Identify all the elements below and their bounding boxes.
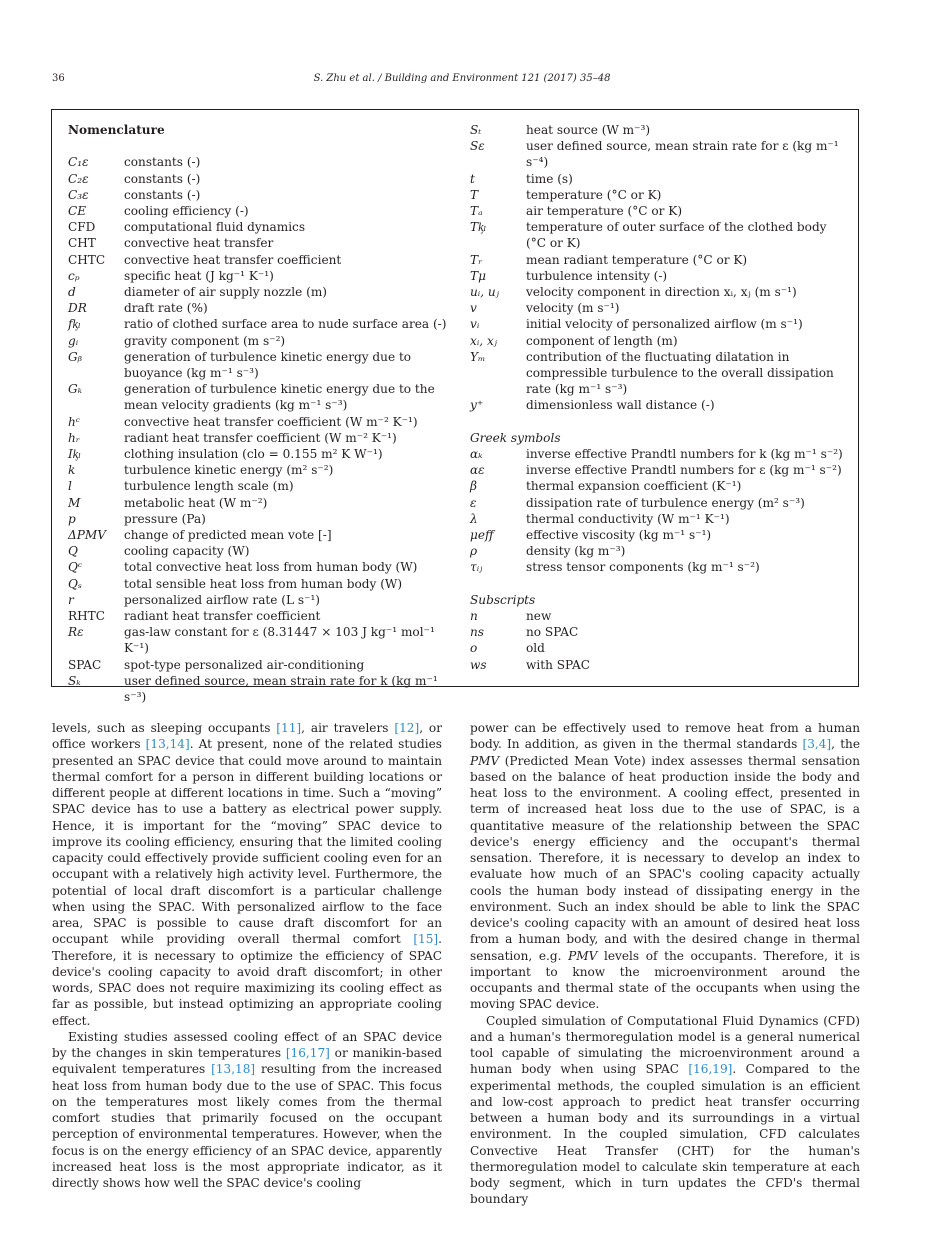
- nomenclature-entry: [68, 349, 458, 381]
- nomenclature-definition: with SPAC: [526, 657, 591, 672]
- nomenclature-entry: [68, 527, 458, 543]
- nomenclature-definition: personalized airflow rate (L s⁻¹): [124, 592, 321, 607]
- nomenclature-symbol: Qᶜ: [68, 560, 83, 575]
- nomenclature-definition: user defined source, mean strain rate for ε (kg m⁻¹ s⁻⁴): [526, 139, 839, 170]
- nomenclature-definition: contribution of the fluctuating dilatation in compressible turbulence to the overall dissipation rate (kg m⁻¹ s⁻³): [526, 349, 834, 397]
- nomenclature-entry: [470, 268, 850, 284]
- nomenclature-entry: [68, 381, 458, 413]
- body-paragraph: [52, 1029, 442, 1192]
- nomenclature-definition: ratio of clothed surface area to nude surface area (-): [124, 317, 447, 332]
- paragraph-text: , the: [831, 737, 860, 752]
- nomenclature-entry: [470, 300, 850, 316]
- nomenclature-definition: spot-type personalized air-conditioning: [124, 657, 365, 672]
- nomenclature-entry: [470, 446, 850, 462]
- nomenclature-symbol: k: [68, 463, 76, 478]
- nomenclature-entry: [470, 171, 850, 187]
- citation-link[interactable]: [11]: [276, 721, 302, 735]
- paragraph-text: Coupled simulation of Computational Fluid Dynamics (CFD) and a human's thermoregulation model is a general numerical tool capable of simulating the microenvironment around a human body when using SPAC: [470, 1013, 860, 1077]
- nomenclature-entry: [68, 559, 458, 575]
- nomenclature-definition: thermal expansion coefficient (K⁻¹): [526, 479, 742, 494]
- nomenclature-symbol: Qₛ: [68, 576, 82, 591]
- journal-citation: S. Zhu et al. / Building and Environment 121 (2017) 35–48: [313, 73, 611, 84]
- nomenclature-definition: thermal conductivity (W m⁻¹ K⁻¹): [526, 511, 730, 526]
- nomenclature-definition: radiant heat transfer coefficient: [124, 609, 321, 624]
- nomenclature-entry: [68, 608, 458, 624]
- nomenclature-entry: [470, 284, 850, 300]
- nomenclature-entry: [470, 559, 850, 575]
- nomenclature-symbol: T: [470, 187, 479, 202]
- nomenclature-entry: [470, 527, 850, 543]
- nomenclature-definition: specific heat (J kg⁻¹ K⁻¹): [124, 268, 274, 283]
- nomenclature-symbol: hᶜ: [68, 414, 81, 429]
- nomenclature-definition: dimensionless wall distance (-): [526, 398, 715, 413]
- nomenclature-symbol: d: [68, 285, 76, 299]
- nomenclature-symbol: CFD: [68, 220, 96, 235]
- nomenclature-definition: gas-law constant for ε (8.31447 × 103 J kg⁻¹ mol⁻¹ K⁻¹): [124, 625, 435, 656]
- paragraph-text: . At present, none of the related studies presented an SPAC device that could move around to maintain thermal comfort for a person in different building locations or different people at different locations in time. Such a “moving” SPAC device has to use a battery as electrical power supply. Hence, it is important for the “moving” SPAC device to improve its cooling efficiency, ensuring that the limited cooling capacity could effectively provide sufficient cooling even for an occupant with a relatively high activity level. Furthermore, the potential of local draft discomfort is a particular challenge when using the SPAC. With personalized airflow to the face area, SPAC is possible to cause draft discomfort for an occupant while providing overall thermal comfort: [52, 737, 442, 947]
- nomenclature-entry: [68, 171, 458, 187]
- nomenclature-symbol: ρ: [470, 544, 478, 559]
- nomenclature-symbol: λ: [470, 511, 478, 526]
- nomenclature-entry: [68, 673, 458, 705]
- nomenclature-entry: [68, 446, 458, 462]
- body-paragraph: [470, 1013, 860, 1208]
- paragraph-text: , or office workers: [52, 721, 442, 752]
- italic-term: PMV: [470, 753, 500, 768]
- paragraph-text: levels of the occupants. Therefore, it is important to know the microenvironment around the occupants and thermal state of the occupants when using the moving SPAC device.: [470, 948, 860, 1012]
- nomenclature-entry: [470, 462, 850, 478]
- nomenclature-entry: [68, 495, 458, 511]
- nomenclature-entry: [68, 576, 458, 592]
- nomenclature-definition: diameter of air supply nozzle (m): [124, 285, 328, 299]
- nomenclature-entry: [68, 462, 458, 478]
- nomenclature-symbol: xᵢ, xⱼ: [470, 333, 497, 348]
- nomenclature-entry: [470, 608, 850, 624]
- nomenclature-symbol: Rε: [68, 625, 84, 640]
- paragraph-text: . Therefore, it is necessary to optimize the efficiency of SPAC device's cooling capacity to avoid draft discomfort; in other words, SPAC does not require maximizing its cooling effect as far as possible, but instead optimizing an appropriate cooling effect.: [52, 932, 442, 1028]
- nomenclature-symbol: ws: [470, 657, 487, 672]
- nomenclature-entry: [470, 397, 850, 413]
- nomenclature-definition: velocity (m s⁻¹): [526, 301, 620, 316]
- nomenclature-symbol: C₃ε: [68, 187, 89, 202]
- nomenclature-definition: turbulence length scale (m): [124, 479, 294, 494]
- nomenclature-definition: cooling capacity (W): [124, 544, 250, 559]
- nomenclature-definition: computational fluid dynamics: [124, 220, 306, 235]
- nomenclature-symbol: CHT: [68, 236, 96, 251]
- nomenclature-entry: [68, 219, 458, 235]
- nomenclature-entry: [470, 219, 850, 251]
- nomenclature-symbol: αε: [470, 463, 485, 478]
- nomenclature-definition: draft rate (%): [124, 301, 208, 316]
- nomenclature-symbol: hᵣ: [68, 430, 80, 445]
- nomenclature-symbol: τᵢⱼ: [470, 560, 483, 575]
- nomenclature-definition: initial velocity of personalized airflow (m s⁻¹): [526, 317, 803, 332]
- page-number: 36: [52, 73, 65, 84]
- nomenclature-definition: clothing insulation (clo = 0.155 m² K W⁻¹): [124, 447, 383, 462]
- nomenclature-entry: [68, 414, 458, 430]
- citation-link[interactable]: [16,17]: [285, 1046, 330, 1060]
- nomenclature-entry: [68, 543, 458, 559]
- nomenclature-definition: new: [526, 609, 552, 624]
- greek-symbols-list: [470, 446, 850, 576]
- citation-link[interactable]: [3,4]: [802, 737, 832, 752]
- nomenclature-entry: [68, 333, 458, 349]
- nomenclature-definition: convective heat transfer: [124, 236, 274, 251]
- paragraph-text: levels, such as sleeping occupants: [52, 721, 277, 735]
- nomenclature-definition: no SPAC: [526, 625, 579, 640]
- nomenclature-definition: effective viscosity (kg m⁻¹ s⁻¹): [526, 528, 712, 543]
- paragraph-text: power can be effectively used to remove heat from a human body. In addition, as given in the thermal standards: [470, 721, 860, 752]
- nomenclature-definition: constants (-): [124, 187, 201, 202]
- body-column-right: [470, 720, 860, 1208]
- italic-term: PMV: [568, 948, 598, 963]
- nomenclature-entry: [68, 430, 458, 446]
- nomenclature-symbol: fᶄₗ: [68, 317, 81, 332]
- nomenclature-entry: [470, 511, 850, 527]
- nomenclature-definition: mean radiant temperature (°C or K): [526, 252, 748, 267]
- nomenclature-definition: generation of turbulence kinetic energy due to buoyance (kg m⁻¹ s⁻³): [124, 349, 412, 381]
- nomenclature-symbol: CHTC: [68, 252, 106, 267]
- nomenclature-box: [51, 109, 859, 705]
- nomenclature-definition: generation of turbulence kinetic energy due to the mean velocity gradients (kg m⁻¹ s⁻³): [124, 382, 435, 413]
- nomenclature-entry: [470, 316, 850, 332]
- nomenclature-symbol: Yₘ: [470, 349, 486, 364]
- nomenclature-symbol: Sₖ: [68, 673, 81, 688]
- body-paragraph: [470, 720, 860, 1013]
- nomenclature-definition: inverse effective Prandtl numbers for ε (kg m⁻¹ s⁻²): [526, 463, 842, 478]
- nomenclature-definition: user defined source, mean strain rate for k (kg m⁻¹ s⁻³): [124, 673, 438, 705]
- body-column-left: [52, 720, 442, 1191]
- nomenclature-symbol: C₂ε: [68, 171, 89, 186]
- nomenclature-entry: [470, 187, 850, 203]
- nomenclature-entry: [68, 592, 458, 608]
- nomenclature-symbol: n: [470, 609, 478, 624]
- nomenclature-entry: [470, 640, 850, 656]
- nomenclature-definition: convective heat transfer coefficient: [124, 252, 342, 267]
- nomenclature-definition: turbulence kinetic energy (m² s⁻²): [124, 463, 334, 478]
- nomenclature-symbol: ΔPMV: [68, 528, 106, 543]
- nomenclature-entry: [68, 511, 458, 527]
- nomenclature-entry: [470, 657, 850, 673]
- nomenclature-definition: metabolic heat (W m⁻²): [124, 495, 268, 510]
- nomenclature-definition: radiant heat transfer coefficient (W m⁻² K⁻¹): [124, 430, 397, 445]
- nomenclature-definition: air temperature (°C or K): [526, 204, 683, 219]
- nomenclature-definition: inverse effective Prandtl numbers for k (kg m⁻¹ s⁻²): [526, 447, 843, 462]
- nomenclature-definition: density (kg m⁻³): [526, 544, 626, 559]
- nomenclature-definition: pressure (Pa): [124, 511, 206, 526]
- nomenclature-entry: [470, 478, 850, 494]
- nomenclature-definition: heat source (W m⁻³): [526, 123, 651, 137]
- journal-name: Building and Environment 121 (2017) 35–48: [384, 73, 611, 84]
- authors: S. Zhu et al.: [313, 73, 375, 84]
- nomenclature-definition: turbulence intensity (-): [526, 268, 668, 283]
- nomenclature-symbol: Tμ: [470, 268, 486, 283]
- nomenclature-entry: [68, 478, 458, 494]
- nomenclature-symbol: ε: [470, 495, 477, 510]
- nomenclature-symbol: o: [470, 641, 478, 656]
- nomenclature-definition: stress tensor components (kg m⁻¹ s⁻²): [526, 560, 760, 575]
- citation-link[interactable]: [12]: [394, 721, 420, 735]
- nomenclature-entry: [68, 187, 458, 203]
- subscripts-list: [470, 608, 850, 673]
- nomenclature-entry: [68, 252, 458, 268]
- citation-link[interactable]: [15]: [413, 932, 439, 947]
- nomenclature-entry: [68, 268, 458, 284]
- nomenclature-definition: dissipation rate of turbulence energy (m² s⁻³): [526, 495, 805, 510]
- nomenclature-symbol: cₚ: [68, 268, 80, 283]
- nomenclature-symbol: l: [68, 479, 72, 494]
- nomenclature-entry: [470, 624, 850, 640]
- paragraph-text: resulting from the increased heat loss from human body due to the use of SPAC. This focus on the temperatures most likely comes from the thermal comfort studies that primarily focused on the occupant perception of environmental temperatures. However, when the focus is on the energy efficiency of an SPAC device, apparently increased heat loss is the most appropriate indicator, as it directly shows how well the SPAC device's cooling: [52, 1062, 442, 1190]
- nomenclature-symbol: αₖ: [470, 447, 483, 462]
- nomenclature-symbol: Tᶄₗ: [470, 220, 487, 235]
- nomenclature-entry: [68, 235, 458, 251]
- nomenclature-entry: [68, 657, 458, 673]
- nomenclature-left-column: [68, 122, 458, 705]
- citation-link[interactable]: [13,18]: [211, 1062, 256, 1077]
- nomenclature-entry: [68, 300, 458, 316]
- nomenclature-symbol: Tᵣ: [470, 252, 483, 267]
- nomenclature-definition: temperature (°C or K): [526, 187, 662, 202]
- nomenclature-definition: velocity component in direction xᵢ, xⱼ (m s⁻¹): [526, 285, 797, 300]
- nomenclature-entry: [470, 138, 850, 170]
- nomenclature-entry: [470, 122, 850, 138]
- nomenclature-definition: component of length (m): [526, 333, 678, 348]
- nomenclature-symbol: Q: [68, 544, 78, 559]
- subscripts-heading: Subscripts: [470, 592, 536, 607]
- nomenclature-symbol: DR: [68, 301, 87, 316]
- nomenclature-entry: [470, 252, 850, 268]
- nomenclature-symbol: β: [470, 479, 477, 494]
- nomenclature-symbol: CE: [68, 203, 87, 218]
- nomenclature-symbol: t: [470, 171, 475, 186]
- nomenclature-entry: [470, 543, 850, 559]
- paragraph-text: , air travelers: [301, 721, 395, 735]
- nomenclature-symbol: Iᶄₗ: [68, 447, 82, 462]
- nomenclature-symbol: M: [68, 495, 81, 510]
- paragraph-text: (Predicted Mean Vote) index assesses thermal sensation based on the balance of heat production inside the body and heat loss to the environment. A cooling effect, presented in term of increased heat loss due to the use of SPAC, is a quantitative measure of the relationship between the SPAC device's energy efficiency and the occupant's thermal sensation. Therefore, it is necessary to develop an index to evaluate how much of an SPAC's cooling capacity actually cools the human body instead of dissipating energy in the environment. Such an index should be able to link the SPAC device's cooling capacity with an amount of desired heat loss from a human body, and with the desired change in thermal sensation, e.g.: [470, 753, 860, 963]
- nomenclature-symbol: y⁺: [470, 398, 484, 413]
- paragraph-text: . Compared to the experimental methods, the coupled simulation is an efficient and low-cost approach to predict heat transfer occurring between a human body and its surroundings in a virtual environment. In the coupled simulation, CFD calculates Convective Heat Transfer (CHT) for the human's thermoregulation model to calculate skin temperature at each body segment, which in turn updates the CFD's thermal boundary: [470, 1062, 860, 1207]
- paragraph-text: Existing studies assessed cooling effect of an SPAC device by the changes in skin temperatures: [52, 1029, 442, 1060]
- nomenclature-symbol: uᵢ, uⱼ: [470, 285, 499, 300]
- nomenclature-entry: [470, 333, 850, 349]
- nomenclature-symbol: p: [68, 511, 76, 526]
- nomenclature-symbol: RHTC: [68, 609, 105, 624]
- nomenclature-symbol: ns: [470, 625, 484, 640]
- nomenclature-definition: total convective heat loss from human body (W): [124, 560, 418, 575]
- nomenclature-symbol: vᵢ: [470, 317, 480, 332]
- nomenclature-definition: constants (-): [124, 171, 201, 186]
- nomenclature-symbol: r: [68, 592, 74, 607]
- nomenclature-entry: [68, 624, 458, 656]
- nomenclature-entry: [470, 203, 850, 219]
- nomenclature-symbol: SPAC: [68, 657, 102, 672]
- nomenclature-symbol: v: [470, 301, 477, 316]
- nomenclature-definition: time (s): [526, 171, 573, 186]
- nomenclature-entry: [68, 284, 458, 300]
- nomenclature-entry: [470, 349, 850, 398]
- nomenclature-entry: [470, 495, 850, 511]
- nomenclature-entry: [68, 316, 458, 332]
- nomenclature-definition: cooling efficiency (-): [124, 203, 249, 218]
- nomenclature-definition: temperature of outer surface of the clothed body (°C or K): [526, 220, 827, 251]
- nomenclature-definition: convective heat transfer coefficient (W m⁻² K⁻¹): [124, 414, 418, 429]
- nomenclature-symbol: gᵢ: [68, 333, 79, 348]
- nomenclature-definition: gravity component (m s⁻²): [124, 333, 286, 348]
- nomenclature-list-right: [470, 122, 850, 414]
- nomenclature-entry: [68, 203, 458, 219]
- nomenclature-symbol: Gₖ: [68, 382, 83, 397]
- body-paragraph: [52, 720, 442, 1029]
- nomenclature-definition: constants (-): [124, 155, 201, 170]
- nomenclature-symbol: Sₜ: [470, 123, 482, 137]
- nomenclature-definition: total sensible heat loss from human body (W): [124, 576, 403, 591]
- nomenclature-symbol: μeff: [470, 528, 494, 543]
- nomenclature-symbol: Sε: [470, 139, 485, 154]
- nomenclature-list-left: [68, 154, 458, 705]
- nomenclature-symbol: Gᵦ: [68, 349, 83, 364]
- greek-symbols-heading: Greek symbols: [470, 430, 561, 445]
- nomenclature-title: Nomenclature: [68, 123, 165, 137]
- citation-link[interactable]: [16,19]: [688, 1062, 733, 1077]
- nomenclature-right-column: [470, 122, 850, 673]
- nomenclature-entry: [68, 154, 458, 170]
- nomenclature-symbol: C₁ε: [68, 155, 89, 170]
- nomenclature-definition: change of predicted mean vote [-]: [124, 528, 332, 543]
- nomenclature-definition: old: [526, 641, 545, 656]
- citation-link[interactable]: [13,14]: [145, 737, 190, 752]
- paragraph-text: or manikin-based equivalent temperatures: [52, 1046, 442, 1077]
- nomenclature-symbol: Tₐ: [470, 204, 483, 219]
